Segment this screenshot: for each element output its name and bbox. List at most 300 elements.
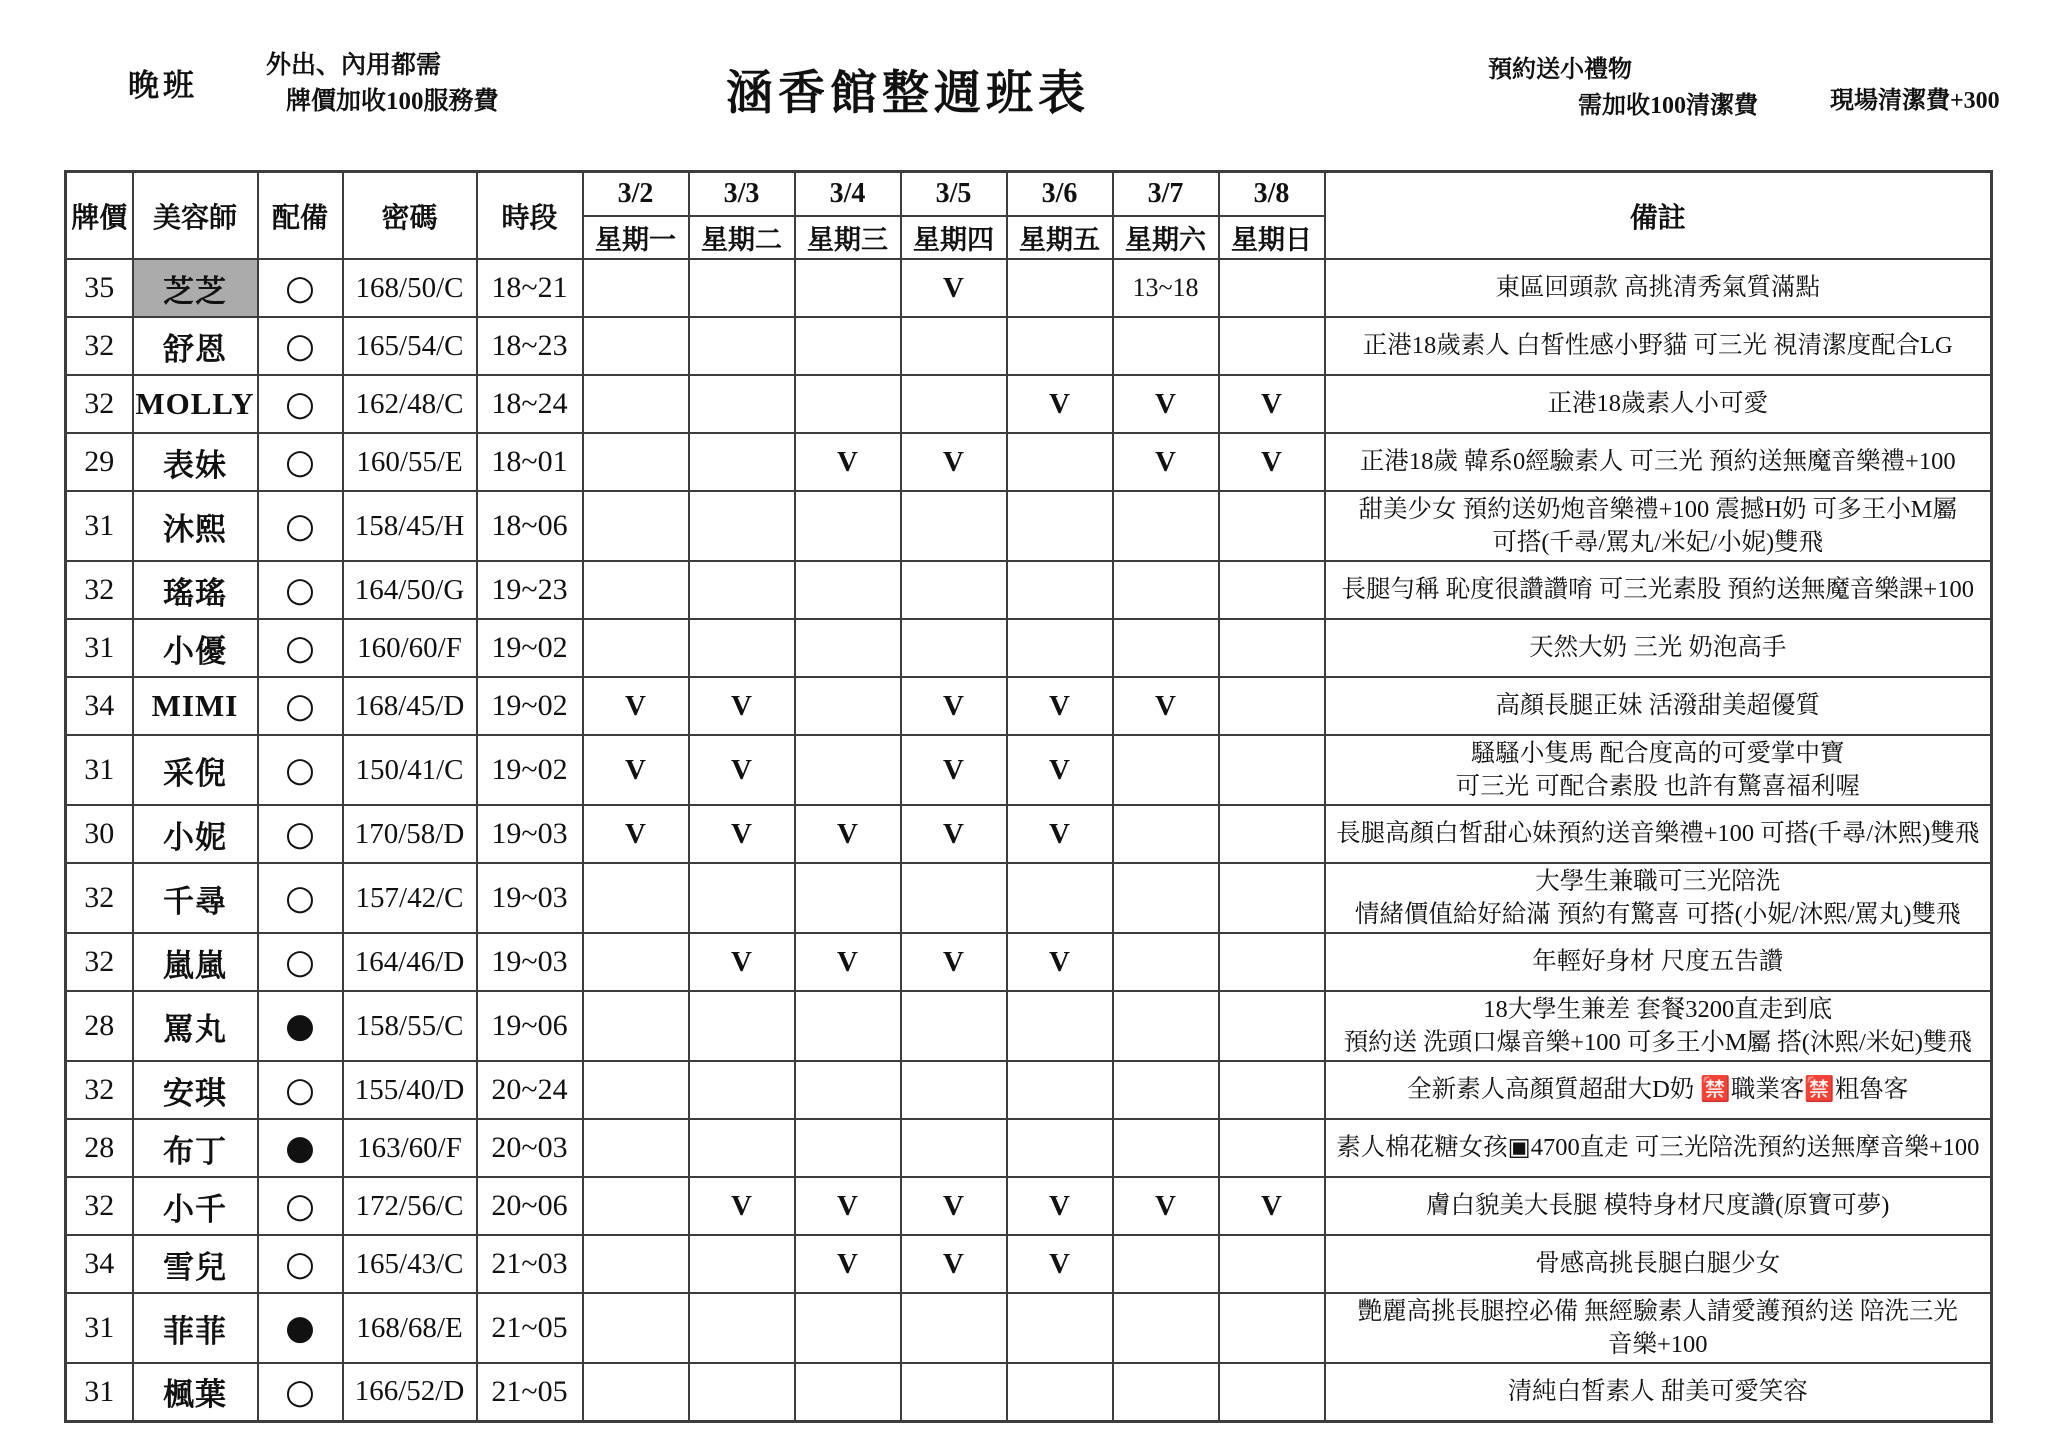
schedule-cell: [1219, 259, 1325, 317]
time-cell: 20~03: [477, 1119, 583, 1177]
code-cell: 164/50/G: [343, 561, 477, 619]
equip-icon: ○: [258, 561, 343, 619]
schedule-cell: [689, 1293, 795, 1363]
schedule-cell: [901, 561, 1007, 619]
schedule-cell: [583, 863, 689, 933]
price-cell: 34: [66, 1235, 133, 1293]
table-row: [66, 991, 1992, 1061]
equip-icon: ○: [258, 1061, 343, 1119]
schedule-cell: [795, 375, 901, 433]
code-cell: 157/42/C: [343, 863, 477, 933]
col-header-time: 時段: [477, 172, 583, 260]
notes-line: 高顏長腿正妹 活潑甜美超優質: [1495, 692, 1821, 720]
notes-line: 膚白貌美大長腿 模特身材尺度讚(原寶可夢): [1426, 1192, 1890, 1220]
name-cell: 雪兒: [133, 1235, 258, 1293]
schedule-cell: [795, 561, 901, 619]
notes-cell: [1325, 863, 1992, 933]
onsite-cleaning-note: 現場清潔費+300: [1830, 88, 2000, 114]
price-cell: 31: [66, 1293, 133, 1363]
schedule-cell: V: [1007, 375, 1113, 433]
schedule-cell: [901, 1061, 1007, 1119]
schedule-cell: V: [1113, 677, 1219, 735]
name-cell: 小優: [133, 619, 258, 677]
schedule-cell: V: [795, 805, 901, 863]
schedule-cell: V: [1113, 433, 1219, 491]
schedule-cell: [1219, 1061, 1325, 1119]
schedule-cell: [583, 1293, 689, 1363]
day-header-date: 3/5: [901, 172, 1007, 217]
notes-line: 艷麗高挑長腿控必備 無經驗素人請愛護預約送 陪洗三光: [1357, 1297, 1958, 1325]
price-cell: 30: [66, 805, 133, 863]
name-cell: 罵丸: [133, 991, 258, 1061]
col-header-notes: 備註: [1325, 172, 1992, 260]
schedule-cell: [1219, 805, 1325, 863]
notes-cell: [1325, 991, 1992, 1061]
schedule-cell: [689, 1235, 795, 1293]
notes-cell: [1325, 619, 1992, 677]
schedule-cell: [795, 317, 901, 375]
equip-icon: ○: [258, 1177, 343, 1235]
schedule-cell: V: [1007, 677, 1113, 735]
schedule-cell: [583, 1235, 689, 1293]
name-cell: 沐熙: [133, 491, 258, 561]
notes-cell: [1325, 317, 1992, 375]
time-cell: 18~21: [477, 259, 583, 317]
equip-icon: ○: [258, 677, 343, 735]
table-row: [66, 863, 1992, 933]
table-row: [66, 1293, 1992, 1363]
name-cell: MOLLY: [133, 375, 258, 433]
day-header-date: 3/7: [1113, 172, 1219, 217]
schedule-cell: [1219, 1235, 1325, 1293]
price-cell: 32: [66, 1061, 133, 1119]
table-row: [66, 735, 1992, 805]
schedule-cell: [1113, 1119, 1219, 1177]
notes-line: 骨感高挑長腿白腿少女: [1535, 1250, 1781, 1278]
price-cell: 28: [66, 991, 133, 1061]
table-row: [66, 491, 1992, 561]
schedule-cell: 13~18: [1113, 259, 1219, 317]
time-cell: 21~05: [477, 1363, 583, 1421]
name-cell: 瑤瑤: [133, 561, 258, 619]
gift-note: [1488, 52, 1758, 124]
schedule-cell: V: [689, 1177, 795, 1235]
schedule-cell: [1113, 561, 1219, 619]
schedule-cell: V: [689, 735, 795, 805]
code-cell: 164/46/D: [343, 933, 477, 991]
price-cell: 28: [66, 1119, 133, 1177]
time-cell: 19~23: [477, 561, 583, 619]
schedule-cell: [689, 1119, 795, 1177]
notes-line: 正港18歲 韓系0經驗素人 可三光 預約送無魔音樂禮+100: [1359, 448, 1956, 476]
schedule-cell: [1113, 1235, 1219, 1293]
table-row: [66, 1177, 1992, 1235]
schedule-cell: V: [1007, 1177, 1113, 1235]
notes-line: 甜美少女 預約送奶炮音樂禮+100 震撼H奶 可多王小M屬: [1358, 495, 1957, 523]
name-cell: 安琪: [133, 1061, 258, 1119]
table-body: [66, 259, 1992, 1421]
notes-cell: [1325, 805, 1992, 863]
schedule-cell: V: [901, 259, 1007, 317]
notes-line: 素人棉花糖女孩▣4700直走 可三光陪洗預約送無摩音樂+100: [1336, 1134, 1980, 1162]
schedule-cell: [689, 317, 795, 375]
schedule-cell: [795, 1293, 901, 1363]
code-cell: 160/55/E: [343, 433, 477, 491]
schedule-cell: [1219, 619, 1325, 677]
time-cell: 18~01: [477, 433, 583, 491]
notes-cell: [1325, 491, 1992, 561]
code-cell: 160/60/F: [343, 619, 477, 677]
schedule-cell: V: [583, 677, 689, 735]
name-cell: 采倪: [133, 735, 258, 805]
equip-icon: ●: [258, 1293, 343, 1363]
schedule-cell: [689, 1363, 795, 1421]
schedule-cell: V: [901, 1177, 1007, 1235]
schedule-cell: [795, 1119, 901, 1177]
day-header-date: 3/6: [1007, 172, 1113, 217]
table-row: [66, 677, 1992, 735]
notes-cell: [1325, 1235, 1992, 1293]
time-cell: 18~23: [477, 317, 583, 375]
equip-icon: ○: [258, 863, 343, 933]
schedule-cell: [1007, 1363, 1113, 1421]
price-cell: 32: [66, 933, 133, 991]
schedule-cell: [901, 1293, 1007, 1363]
page-header: [0, 0, 2048, 168]
schedule-cell: V: [1219, 375, 1325, 433]
name-cell: 楓葉: [133, 1363, 258, 1421]
notes-cell: [1325, 1293, 1992, 1363]
service-fee-note-line1: 外出、內用都需: [266, 52, 442, 79]
code-cell: 168/50/C: [343, 259, 477, 317]
schedule-cell: [1007, 1061, 1113, 1119]
schedule-cell: [583, 561, 689, 619]
schedule-cell: [1113, 735, 1219, 805]
table-row: [66, 933, 1992, 991]
time-cell: 19~03: [477, 933, 583, 991]
price-cell: 35: [66, 259, 133, 317]
price-cell: 31: [66, 1363, 133, 1421]
schedule-cell: V: [1007, 805, 1113, 863]
schedule-cell: [901, 1119, 1007, 1177]
table-row: [66, 561, 1992, 619]
schedule-cell: [901, 491, 1007, 561]
day-header-weekday: 星期四: [901, 216, 1007, 259]
price-cell: 34: [66, 677, 133, 735]
notes-line: 年輕好身材 尺度五告讚: [1532, 948, 1784, 976]
schedule-cell: [689, 259, 795, 317]
schedule-cell: [1219, 1363, 1325, 1421]
time-cell: 18~06: [477, 491, 583, 561]
notes-line: 長腿高顏白皙甜心妹預約送音樂禮+100 可搭(千尋/沐熙)雙飛: [1336, 820, 1980, 848]
notes-line: 可搭(千尋/罵丸/米妃/小妮)雙飛: [1492, 529, 1824, 556]
name-cell: 千尋: [133, 863, 258, 933]
schedule-cell: [795, 491, 901, 561]
table-header: [66, 172, 1992, 260]
table-row: [66, 1363, 1992, 1421]
table-row: [66, 1235, 1992, 1293]
notes-cell: [1325, 677, 1992, 735]
schedule-cell: [1219, 677, 1325, 735]
schedule-cell: [583, 619, 689, 677]
col-header-price: 牌價: [66, 172, 133, 260]
schedule-cell: [689, 433, 795, 491]
table-row: [66, 1119, 1992, 1177]
equip-icon: ●: [258, 991, 343, 1061]
day-header-date: 3/8: [1219, 172, 1325, 217]
schedule-table: [64, 170, 1993, 1423]
schedule-cell: V: [901, 677, 1007, 735]
schedule-cell: V: [689, 933, 795, 991]
time-cell: 19~02: [477, 619, 583, 677]
schedule-cell: [583, 317, 689, 375]
schedule-cell: [689, 561, 795, 619]
schedule-cell: [1219, 1119, 1325, 1177]
schedule-cell: V: [901, 805, 1007, 863]
schedule-cell: [901, 991, 1007, 1061]
notes-cell: [1325, 1363, 1992, 1421]
schedule-cell: V: [1113, 375, 1219, 433]
schedule-cell: V: [583, 805, 689, 863]
schedule-cell: V: [795, 933, 901, 991]
schedule-cell: [1113, 933, 1219, 991]
time-cell: 19~03: [477, 863, 583, 933]
notes-cell: [1325, 1177, 1992, 1235]
code-cell: 150/41/C: [343, 735, 477, 805]
time-cell: 21~03: [477, 1235, 583, 1293]
schedule-cell: [583, 991, 689, 1061]
schedule-cell: [1219, 863, 1325, 933]
code-cell: 158/55/C: [343, 991, 477, 1061]
schedule-cell: [1007, 433, 1113, 491]
schedule-cell: [1219, 933, 1325, 991]
schedule-cell: [1113, 619, 1219, 677]
schedule-cell: [1007, 1119, 1113, 1177]
schedule-cell: [1113, 1293, 1219, 1363]
time-cell: 19~02: [477, 735, 583, 805]
equip-icon: ○: [258, 933, 343, 991]
name-cell: 布丁: [133, 1119, 258, 1177]
name-cell: MIMI: [133, 677, 258, 735]
schedule-cell: [583, 1119, 689, 1177]
price-cell: 31: [66, 619, 133, 677]
notes-line: 天然大奶 三光 奶泡高手: [1529, 634, 1787, 662]
notes-line: 正港18歲素人 白皙性感小野貓 可三光 視清潔度配合LG: [1362, 332, 1953, 360]
schedule-cell: [901, 375, 1007, 433]
notes-line: 大學生兼職可三光陪洗: [1535, 867, 1781, 895]
notes-line: 預約送 洗頭口爆音樂+100 可多王小M屬 搭(沐熙/米妃)雙飛: [1343, 1029, 1972, 1056]
schedule-cell: [1007, 991, 1113, 1061]
schedule-cell: V: [901, 735, 1007, 805]
col-header-code: 密碼: [343, 172, 477, 260]
notes-line: 清純白皙素人 甜美可愛笑容: [1507, 1378, 1808, 1406]
schedule-cell: [1113, 317, 1219, 375]
price-cell: 32: [66, 317, 133, 375]
col-header-equip: 配備: [258, 172, 343, 260]
schedule-cell: [1007, 1293, 1113, 1363]
name-cell: 菲菲: [133, 1293, 258, 1363]
schedule-cell: [1219, 491, 1325, 561]
schedule-cell: [583, 491, 689, 561]
schedule-cell: [689, 1061, 795, 1119]
schedule-cell: [795, 1061, 901, 1119]
schedule-cell: [1113, 1061, 1219, 1119]
schedule-cell: [901, 317, 1007, 375]
schedule-cell: [795, 677, 901, 735]
day-header-weekday: 星期三: [795, 216, 901, 259]
schedule-cell: [1007, 317, 1113, 375]
time-cell: 18~24: [477, 375, 583, 433]
notes-line: 騷騷小隻馬 配合度高的可愛掌中寶: [1470, 739, 1845, 767]
price-cell: 32: [66, 863, 133, 933]
schedule-cell: V: [795, 1177, 901, 1235]
schedule-cell: V: [1113, 1177, 1219, 1235]
code-cell: 168/45/D: [343, 677, 477, 735]
table-row: [66, 433, 1992, 491]
service-fee-note-line2: 牌價加收100服務費: [286, 88, 499, 116]
gift-note-line2: 需加收100清潔費: [1578, 93, 1758, 119]
notes-cell: [1325, 933, 1992, 991]
schedule-cell: V: [689, 677, 795, 735]
schedule-cell: [1007, 863, 1113, 933]
schedule-cell: [795, 259, 901, 317]
service-fee-note: [266, 48, 499, 121]
table-row: [66, 1061, 1992, 1119]
name-cell: 小妮: [133, 805, 258, 863]
schedule-cell: [795, 991, 901, 1061]
name-cell: 表妹: [133, 433, 258, 491]
schedule-cell: V: [795, 433, 901, 491]
schedule-cell: [1113, 491, 1219, 561]
schedule-cell: [901, 863, 1007, 933]
name-cell: 舒恩: [133, 317, 258, 375]
schedule-cell: V: [1007, 735, 1113, 805]
notes-line: 全新素人高顏質超甜大D奶 🈲職業客🈲粗魯客: [1407, 1076, 1909, 1104]
equip-icon: ●: [258, 1119, 343, 1177]
code-cell: 168/68/E: [343, 1293, 477, 1363]
schedule-cell: [1113, 1363, 1219, 1421]
code-cell: 162/48/C: [343, 375, 477, 433]
notes-cell: [1325, 259, 1992, 317]
table-row: [66, 317, 1992, 375]
schedule-cell: [583, 1363, 689, 1421]
table-row: [66, 619, 1992, 677]
page-title: 涵香館整週班表: [726, 68, 1090, 120]
price-cell: 32: [66, 375, 133, 433]
header-row-dates: [66, 172, 1992, 217]
notes-cell: [1325, 433, 1992, 491]
schedule-cell: [1219, 1293, 1325, 1363]
schedule-cell: [1219, 735, 1325, 805]
schedule-cell: [583, 1177, 689, 1235]
day-header-weekday: 星期一: [583, 216, 689, 259]
schedule-cell: [583, 933, 689, 991]
notes-line: 長腿勻稱 恥度很讚讚唷 可三光素股 預約送無魔音樂課+100: [1341, 576, 1974, 604]
code-cell: 170/58/D: [343, 805, 477, 863]
schedule-cell: V: [1007, 933, 1113, 991]
equip-icon: ○: [258, 259, 343, 317]
price-cell: 32: [66, 561, 133, 619]
schedule-cell: V: [901, 933, 1007, 991]
price-cell: 31: [66, 735, 133, 805]
schedule-cell: [1007, 259, 1113, 317]
code-cell: 155/40/D: [343, 1061, 477, 1119]
equip-icon: ○: [258, 1235, 343, 1293]
schedule-cell: V: [1219, 433, 1325, 491]
schedule-cell: [1219, 991, 1325, 1061]
day-header-date: 3/4: [795, 172, 901, 217]
schedule-cell: [1007, 491, 1113, 561]
schedule-cell: [1113, 805, 1219, 863]
schedule-cell: V: [901, 1235, 1007, 1293]
schedule-cell: V: [795, 1235, 901, 1293]
time-cell: 20~24: [477, 1061, 583, 1119]
notes-cell: [1325, 375, 1992, 433]
schedule-cell: [583, 433, 689, 491]
schedule-cell: [901, 619, 1007, 677]
notes-line: 正港18歲素人小可愛: [1547, 390, 1768, 418]
code-cell: 163/60/F: [343, 1119, 477, 1177]
schedule-cell: [1113, 991, 1219, 1061]
price-cell: 29: [66, 433, 133, 491]
schedule-cell: [795, 735, 901, 805]
schedule-cell: [689, 491, 795, 561]
time-cell: 19~06: [477, 991, 583, 1061]
schedule-cell: [1219, 561, 1325, 619]
name-cell: 小千: [133, 1177, 258, 1235]
schedule-cell: [689, 863, 795, 933]
notes-line: 18大學生兼差 套餐3200直走到底: [1483, 995, 1833, 1023]
equip-icon: ○: [258, 317, 343, 375]
schedule-cell: [1007, 561, 1113, 619]
day-header-weekday: 星期日: [1219, 216, 1325, 259]
schedule-cell: [689, 619, 795, 677]
gift-note-line1: 預約送小禮物: [1488, 57, 1632, 83]
notes-line: 音樂+100: [1607, 1331, 1708, 1358]
schedule-cell: [795, 619, 901, 677]
schedule-cell: V: [583, 735, 689, 805]
time-cell: 19~03: [477, 805, 583, 863]
notes-cell: [1325, 1119, 1992, 1177]
schedule-cell: V: [689, 805, 795, 863]
notes-cell: [1325, 735, 1992, 805]
code-cell: 165/43/C: [343, 1235, 477, 1293]
schedule-cell: [583, 1061, 689, 1119]
shift-label: 晚班: [128, 68, 198, 103]
table-row: [66, 375, 1992, 433]
schedule-cell: V: [1219, 1177, 1325, 1235]
schedule-cell: [583, 259, 689, 317]
equip-icon: ○: [258, 735, 343, 805]
time-cell: 21~05: [477, 1293, 583, 1363]
price-cell: 31: [66, 491, 133, 561]
time-cell: 20~06: [477, 1177, 583, 1235]
schedule-cell: V: [901, 433, 1007, 491]
notes-line: 可三光 可配合素股 也許有驚喜福利喔: [1455, 773, 1860, 800]
schedule-cell: [1219, 317, 1325, 375]
day-header-weekday: 星期六: [1113, 216, 1219, 259]
day-header-date: 3/2: [583, 172, 689, 217]
notes-line: 東區回頭款 高挑清秀氣質滿點: [1495, 274, 1821, 302]
table-row: [66, 259, 1992, 317]
schedule-cell: [583, 375, 689, 433]
notes-cell: [1325, 1061, 1992, 1119]
equip-icon: ○: [258, 1363, 343, 1421]
name-cell: 芝芝: [133, 259, 258, 317]
col-header-name: 美容師: [133, 172, 258, 260]
table-row: [66, 805, 1992, 863]
schedule-cell: [901, 1363, 1007, 1421]
